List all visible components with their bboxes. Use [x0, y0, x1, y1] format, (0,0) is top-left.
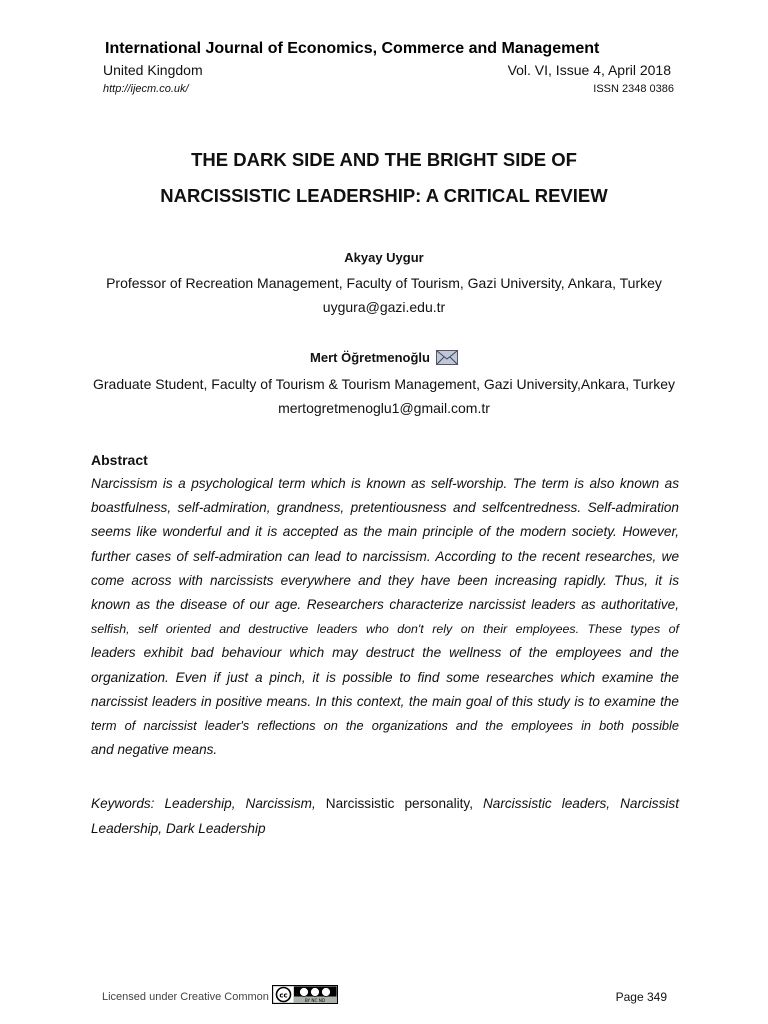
- envelope-icon[interactable]: [436, 350, 458, 368]
- journal-url[interactable]: http://ijecm.co.uk/: [103, 83, 189, 95]
- license-text: Licensed under Creative Common: [102, 991, 269, 1003]
- svg-text:cc: cc: [279, 991, 288, 1000]
- abstract-line: boastfulness, self-admiration, grandness, pretentiousness and selfcentredness. Self-admiration: [91, 500, 679, 516]
- journal-volume: Vol. VI, Issue 4, April 2018: [507, 62, 671, 78]
- abstract-line: Narcissism is a psychological term which is known as self-worship. The term is also known as: [91, 476, 679, 491]
- creative-commons-badge[interactable]: [272, 985, 338, 1009]
- author-2-name: Mert Öğretmenoğlu: [310, 350, 430, 365]
- keywords-part-2: Narcissistic personality,: [325, 796, 473, 811]
- abstract-line: term of narcissist leader's reflections on the organizations and the employees in both possible: [91, 718, 679, 734]
- abstract-heading: Abstract: [91, 452, 148, 468]
- abstract-line: seems like wonderful and it is accepted as the main principle of the modern society. However,: [91, 524, 679, 540]
- journal-issn: ISSN 2348 0386: [593, 83, 674, 95]
- keywords: [91, 792, 679, 841]
- paper-title: [0, 142, 768, 214]
- keywords-label: Keywords:: [91, 796, 155, 811]
- author-1-email[interactable]: uygura@gazi.edu.tr: [322, 299, 446, 315]
- abstract-line: organization. Even if just a pinch, it is possible to find some researches which examine the: [91, 669, 679, 685]
- keywords-line-2: [91, 817, 679, 842]
- author-2-affiliation: Graduate Student, Faculty of Tourism & Tourism Management, Gazi University,Ankara, Turkey: [92, 376, 676, 392]
- author-1-name: Akyay Uygur: [344, 250, 424, 265]
- abstract-line: and negative means.: [91, 742, 218, 758]
- abstract-line: narcissist leaders in positive means. In this context, the main goal of this study is to examine the: [91, 693, 679, 709]
- keywords-part-1: Leadership, Narcissism,: [164, 796, 316, 811]
- abstract-line: known as the disease of our age. Researchers characterize narcissist leaders as authoritative,: [91, 597, 679, 613]
- author-2: [0, 350, 768, 368]
- keywords-line-1: [91, 792, 679, 817]
- abstract-line: further cases of self-admiration can lead to narcissism. According to the recent researches, we: [91, 548, 679, 564]
- journal-country: United Kingdom: [103, 62, 203, 78]
- author-2-email[interactable]: mertogretmenoglu1@gmail.com.tr: [278, 400, 490, 416]
- journal-title: International Journal of Economics, Commerce and Management: [105, 40, 600, 57]
- abstract-line: selfish, self oriented and destructive leaders who don't rely on their employees. These types of: [91, 622, 679, 637]
- title-line-1: THE DARK SIDE AND THE BRIGHT SIDE OF: [191, 149, 577, 170]
- keywords-part-3: Narcissistic leaders, Narcissist: [482, 796, 679, 811]
- cc-badge-text: BY NC ND: [304, 998, 326, 1003]
- page-number: Page 349: [615, 990, 667, 1004]
- keywords-part-4: Leadership, Dark Leadership: [91, 820, 266, 836]
- author-1-affiliation: Professor of Recreation Management, Faculty of Tourism, Gazi University, Ankara, Turkey: [106, 275, 662, 291]
- abstract-line: leaders exhibit bad behaviour which may destruct the wellness of the employees and the: [91, 645, 679, 661]
- title-line-2: NARCISSISTIC LEADERSHIP: A CRITICAL REVIEW: [160, 185, 608, 206]
- abstract-body: [91, 472, 679, 762]
- abstract-line: come across with narcissists everywhere and they have been increasing rapidly. Thus, it is: [91, 572, 679, 588]
